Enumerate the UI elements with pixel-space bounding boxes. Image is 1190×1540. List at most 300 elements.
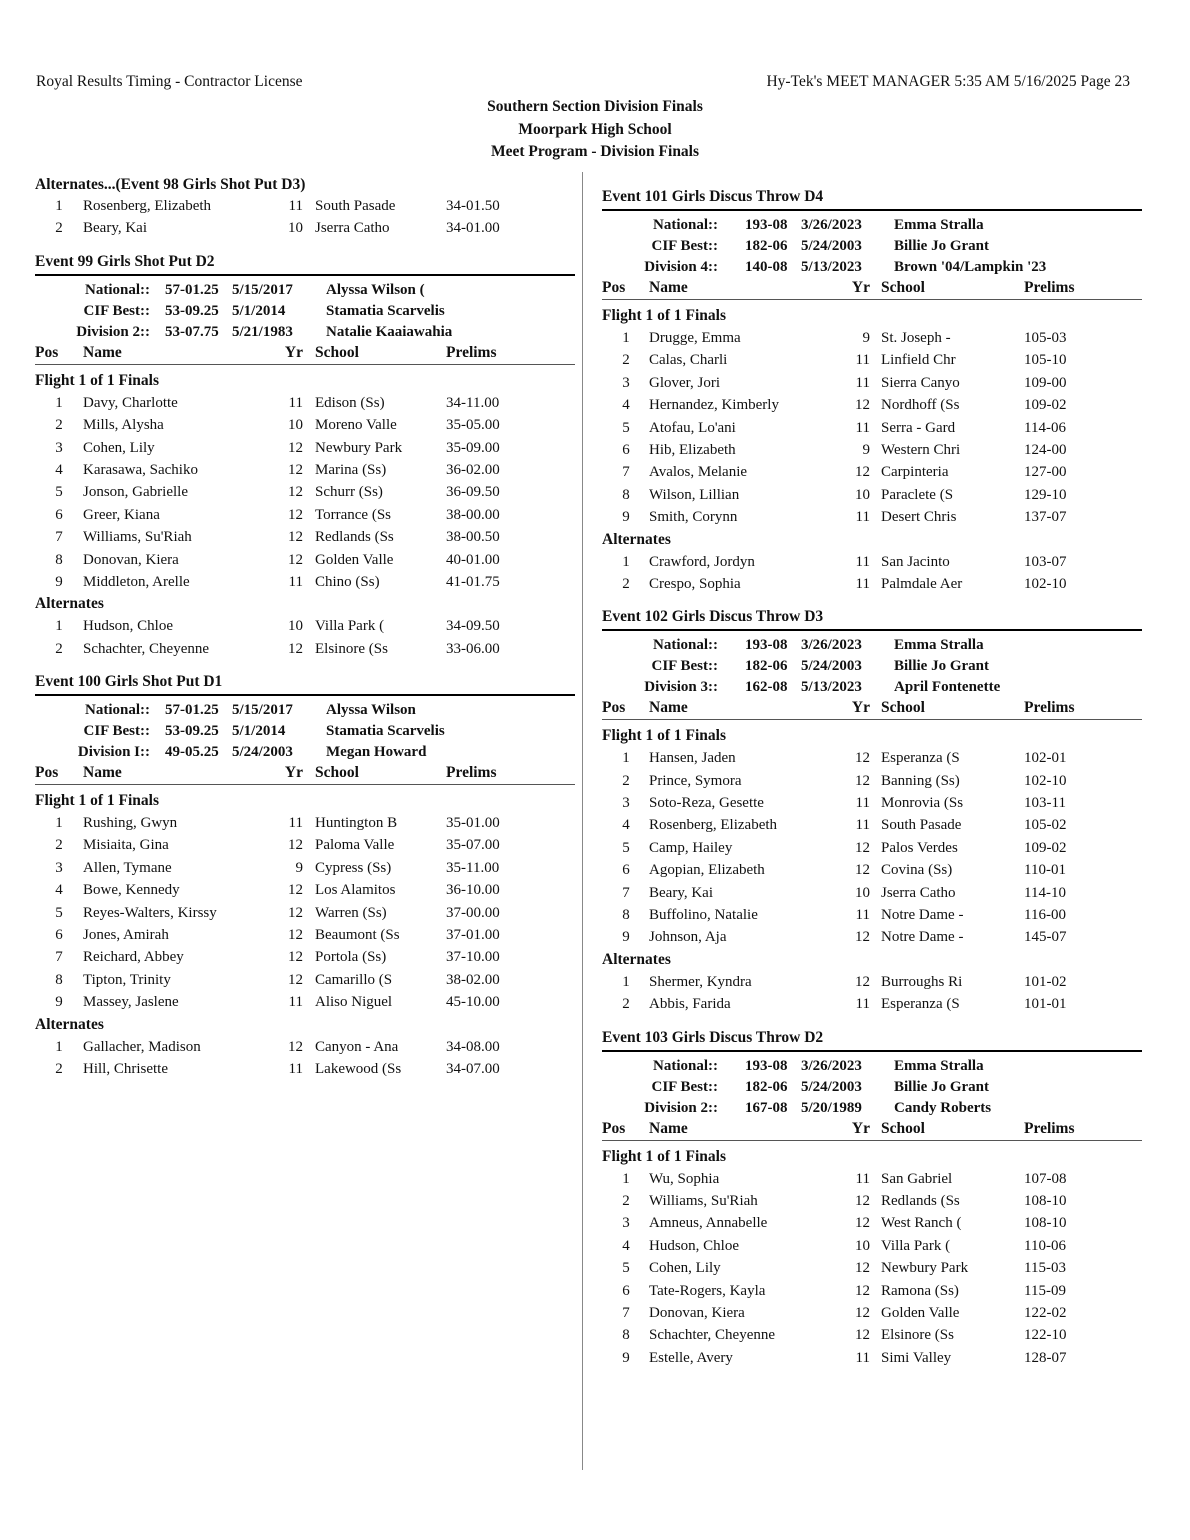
grade-year: 11	[288, 394, 303, 411]
athlete-name: Schachter, Cheyenne	[83, 640, 210, 657]
athlete-name: Reichard, Abbey	[83, 949, 184, 966]
alternates-label: Alternates	[602, 530, 671, 548]
athlete-name: Jonson, Gabrielle	[83, 484, 188, 501]
prelim-mark: 34-01.50	[446, 198, 500, 214]
place: 1	[622, 1170, 630, 1187]
column-headers	[35, 343, 575, 363]
prelim-mark: 109-00	[1024, 374, 1067, 391]
athlete-name: Massey, Jaslene	[83, 994, 179, 1011]
prelim-mark: 37-01.00	[446, 927, 500, 944]
grade-year: 12	[288, 904, 303, 921]
alternates-label: Alternates	[602, 950, 671, 968]
prelim-mark: 45-10.00	[446, 994, 500, 1011]
record-date: 5/21/1983	[232, 323, 293, 340]
school-name: West Ranch (	[881, 1215, 962, 1232]
school-name: Schurr (Ss)	[315, 484, 383, 501]
school-name: Jserra Catho	[315, 220, 390, 237]
grade-year: 12	[288, 484, 303, 501]
grade-year: 11	[855, 1349, 870, 1366]
result-row	[35, 946, 575, 968]
place: 2	[55, 640, 63, 657]
place: 2	[622, 575, 630, 592]
school-name: Chino (Ss)	[315, 573, 380, 590]
prelim-mark: 35-09.00	[446, 439, 500, 456]
school-name: Villa Park (	[315, 618, 385, 635]
result-row	[602, 349, 1142, 371]
place: 4	[55, 461, 63, 478]
record-holder: Emma Stralla	[894, 217, 984, 233]
athlete-name: Shermer, Kyndra	[649, 973, 752, 990]
result-row	[35, 991, 575, 1013]
record-holder: Alyssa Wilson	[326, 702, 416, 719]
school-name: Covina (Ss)	[881, 862, 953, 879]
column-headers	[35, 763, 575, 783]
record-date: 5/24/2003	[801, 1078, 862, 1095]
athlete-name: Williams, Su'Riah	[83, 529, 192, 546]
grade-year: 10	[288, 618, 303, 635]
record-mark: 167-08	[745, 1099, 788, 1116]
prelim-mark: 38-00.50	[446, 529, 500, 546]
flight-label: Flight 1 of 1 Finals	[35, 792, 160, 810]
record-mark: 53-09.25	[165, 723, 219, 740]
place: 6	[55, 927, 63, 944]
result-row	[602, 904, 1142, 926]
grade-year: 12	[855, 397, 870, 414]
school-name: St. Joseph -	[881, 330, 951, 346]
grade-year: 10	[855, 486, 870, 503]
athlete-name: Reyes-Walters, Kirssy	[83, 904, 217, 921]
prelim-mark: 122-02	[1024, 1304, 1067, 1321]
result-row	[35, 481, 575, 503]
result-row	[602, 837, 1142, 859]
school-name: San Jacinto	[881, 553, 950, 570]
place: 9	[622, 929, 630, 946]
place: 6	[622, 862, 630, 879]
spacer	[35, 1080, 575, 1092]
place: 1	[55, 394, 63, 411]
result-row	[35, 1058, 575, 1080]
prelim-mark: 41-01.75	[446, 573, 500, 590]
prelim-mark: 129-10	[1024, 486, 1067, 503]
place: 5	[622, 1260, 630, 1277]
grade-year: 11	[855, 817, 870, 834]
athlete-name: Donovan, Kiera	[649, 1304, 745, 1321]
place: 6	[622, 441, 630, 458]
grade-year: 12	[288, 640, 303, 657]
athlete-name: Buffolino, Natalie	[649, 907, 758, 924]
school-name: Esperanza (S	[881, 996, 960, 1013]
school-name: Golden Valle	[315, 551, 394, 568]
grade-year: 12	[288, 949, 303, 966]
result-row	[602, 1212, 1142, 1234]
place: 4	[622, 817, 630, 834]
record-holder: Billie Jo Grant	[894, 1078, 989, 1095]
athlete-name: Greer, Kiana	[83, 506, 160, 523]
athlete-name: Misiaita, Gina	[83, 837, 169, 854]
event-title: Event 101 Girls Discus Throw D4	[602, 188, 824, 205]
athlete-name: Hudson, Chloe	[649, 1237, 739, 1254]
prelim-mark: 108-10	[1024, 1215, 1067, 1232]
school-name: Villa Park (	[881, 1237, 951, 1254]
athlete-name: Johnson, Aja	[649, 929, 727, 946]
result-row	[35, 812, 575, 834]
grade-year: 12	[855, 1282, 870, 1299]
result-row	[35, 414, 575, 436]
record-mark: 182-06	[745, 658, 788, 675]
event-rule	[602, 209, 1142, 211]
school-name: Canyon - Ana	[315, 1038, 399, 1055]
prelim-mark: 36-02.00	[446, 461, 500, 478]
place: 5	[622, 839, 630, 856]
spacer	[602, 1369, 1142, 1381]
place: 2	[55, 1060, 63, 1077]
result-row	[35, 459, 575, 481]
grade-year: 12	[288, 551, 303, 568]
pos-header: Pos	[35, 343, 59, 361]
flight-label: Flight 1 of 1 Finals	[602, 1147, 727, 1165]
prelim-mark: 145-07	[1024, 929, 1067, 946]
place: 8	[622, 907, 630, 924]
prelims-header: Prelims	[1024, 699, 1075, 717]
school-name: Linfield Chr	[881, 352, 956, 369]
place: 1	[622, 973, 630, 990]
record-holder: Stamatia Scarvelis	[326, 723, 445, 740]
record-row	[35, 280, 575, 301]
prelim-mark: 109-02	[1024, 839, 1067, 856]
grade-year: 9	[862, 441, 870, 458]
prelim-mark: 109-02	[1024, 397, 1067, 414]
spacer	[35, 240, 575, 252]
prelims-header: Prelims	[446, 343, 497, 361]
record-date: 3/26/2023	[801, 1057, 862, 1074]
athlete-name: Davy, Charlotte	[83, 394, 178, 411]
grade-year: 10	[288, 417, 303, 434]
record-mark: 193-08	[745, 637, 788, 654]
yr-header: Yr	[851, 279, 870, 296]
record-date: 5/1/2014	[232, 723, 286, 740]
record-mark: 57-01.25	[165, 281, 219, 298]
record-date: 5/13/2023	[801, 679, 862, 696]
event-title: Event 100 Girls Shot Put D1	[35, 673, 223, 691]
record-holder: Emma Stralla	[894, 637, 984, 654]
event-title: Event 102 Girls Discus Throw D3	[602, 608, 824, 626]
place: 4	[55, 882, 63, 899]
yr-header: Yr	[284, 343, 303, 361]
prelim-mark: 102-10	[1024, 575, 1067, 592]
yr-header: Yr	[851, 1119, 870, 1137]
record-row	[602, 257, 1142, 278]
result-row	[602, 1190, 1142, 1212]
place: 1	[55, 815, 63, 832]
result-row	[35, 217, 575, 239]
place: 7	[55, 949, 63, 966]
grade-year: 12	[855, 750, 870, 767]
record-date: 5/15/2017	[232, 702, 293, 719]
school-name: Simi Valley	[881, 1349, 952, 1366]
result-row	[602, 417, 1142, 439]
athlete-name: Beary, Kai	[649, 884, 713, 901]
meet-title: Southern Section Division Finals	[487, 98, 703, 115]
athlete-name: Wilson, Lillian	[649, 486, 740, 503]
grade-year: 11	[855, 553, 870, 570]
record-date: 3/26/2023	[801, 217, 862, 233]
grade-year: 11	[855, 575, 870, 592]
place: 9	[55, 994, 63, 1011]
athlete-name: Middleton, Arelle	[83, 573, 190, 590]
school-name: Jserra Catho	[881, 884, 956, 901]
grade-year: 12	[855, 839, 870, 856]
event-rule	[35, 694, 575, 696]
header-rule	[35, 784, 575, 785]
header-rule	[602, 1140, 1142, 1141]
pos-header: Pos	[602, 1119, 626, 1137]
result-row	[35, 969, 575, 991]
school-name: Moreno Valle	[315, 417, 397, 434]
school-name: South Pasade	[315, 198, 396, 214]
record-holder: Alyssa Wilson (	[326, 281, 425, 298]
pos-header: Pos	[35, 764, 59, 782]
prelim-mark: 116-00	[1024, 907, 1066, 924]
license-text: Royal Results Timing - Contractor License	[36, 73, 303, 90]
record-label: Division 2::	[644, 1099, 718, 1116]
place: 2	[622, 996, 630, 1013]
athlete-name: Camp, Hailey	[649, 839, 733, 856]
result-row	[35, 879, 575, 901]
school-name: Beaumont (Ss	[315, 927, 400, 944]
grade-year: 11	[288, 573, 303, 590]
athlete-name: Glover, Jori	[649, 374, 721, 391]
school-header: School	[881, 279, 925, 296]
grade-year: 11	[855, 352, 870, 369]
result-row	[35, 638, 575, 660]
school-header: School	[315, 764, 359, 782]
column-headers	[602, 698, 1142, 718]
grade-year: 12	[288, 837, 303, 854]
record-row	[602, 635, 1142, 656]
athlete-name: Avalos, Melanie	[649, 464, 748, 481]
grade-year: 11	[288, 994, 303, 1011]
place: 8	[622, 1327, 630, 1344]
athlete-name: Drugge, Emma	[649, 330, 741, 346]
school-name: Paraclete (S	[881, 486, 954, 503]
place: 1	[55, 1038, 63, 1055]
school-name: Redlands (Ss	[881, 1192, 960, 1209]
school-name: Elsinore (Ss	[315, 640, 388, 657]
school-name: South Pasade	[881, 817, 962, 834]
result-row	[602, 770, 1142, 792]
prelim-mark: 36-09.50	[446, 484, 500, 501]
school-name: Serra - Gard	[881, 419, 956, 436]
column-divider	[582, 172, 583, 1470]
result-row	[602, 1235, 1142, 1257]
grade-year: 12	[855, 1327, 870, 1344]
athlete-name: Abbis, Farida	[649, 996, 731, 1013]
record-row	[602, 656, 1142, 677]
result-row	[602, 792, 1142, 814]
result-row	[35, 902, 575, 924]
school-name: Portola (Ss)	[315, 949, 387, 966]
record-date: 5/24/2003	[801, 658, 862, 675]
prelim-mark: 35-01.00	[446, 815, 500, 832]
grade-year: 10	[288, 220, 303, 237]
place: 3	[622, 374, 630, 391]
name-header: Name	[649, 1119, 688, 1137]
result-row	[602, 814, 1142, 836]
athlete-name: Karasawa, Sachiko	[83, 461, 198, 478]
record-row	[35, 322, 575, 343]
prelim-mark: 110-06	[1024, 1237, 1066, 1254]
result-row	[602, 1257, 1142, 1279]
prelim-mark: 35-07.00	[446, 837, 500, 854]
school-name: Newbury Park	[881, 1260, 969, 1277]
record-date: 5/24/2003	[232, 744, 293, 761]
place: 4	[622, 397, 630, 414]
prelim-mark: 128-07	[1024, 1349, 1067, 1366]
athlete-name: Hib, Elizabeth	[649, 441, 736, 458]
grade-year: 9	[295, 859, 303, 876]
grade-year: 12	[855, 929, 870, 946]
athlete-name: Rushing, Gwyn	[83, 815, 178, 832]
grade-year: 12	[288, 506, 303, 523]
place: 5	[55, 484, 63, 501]
place: 2	[622, 1192, 630, 1209]
place: 3	[622, 795, 630, 812]
result-row	[602, 484, 1142, 506]
result-row	[35, 392, 575, 414]
school-name: Esperanza (S	[881, 750, 960, 767]
result-row	[602, 439, 1142, 461]
school-name: Cypress (Ss)	[315, 859, 392, 876]
name-header: Name	[649, 279, 688, 296]
school-name: Carpinteria	[881, 464, 949, 481]
place: 3	[55, 859, 63, 876]
page-titles	[0, 96, 1190, 164]
record-holder: Megan Howard	[326, 744, 427, 761]
record-holder: Stamatia Scarvelis	[326, 302, 445, 319]
school-name: Sierra Canyo	[881, 374, 960, 391]
record-label: National::	[653, 637, 718, 654]
prelim-mark: 105-10	[1024, 352, 1067, 369]
result-row	[602, 859, 1142, 881]
result-row	[602, 372, 1142, 394]
grade-year: 9	[862, 330, 870, 346]
school-name: Notre Dame -	[881, 907, 964, 924]
prelim-mark: 38-02.00	[446, 971, 500, 988]
prelim-mark: 35-05.00	[446, 417, 500, 434]
prelim-mark: 102-01	[1024, 750, 1067, 767]
place: 8	[55, 971, 63, 988]
athlete-name: Crespo, Sophia	[649, 575, 741, 592]
result-row	[602, 1168, 1142, 1190]
school-name: Lakewood (Ss	[315, 1060, 402, 1077]
yr-header: Yr	[284, 764, 303, 782]
place: 9	[622, 1349, 630, 1366]
grade-year: 12	[288, 439, 303, 456]
school-name: Warren (Ss)	[315, 904, 387, 921]
record-row	[602, 236, 1142, 257]
grade-year: 11	[288, 815, 303, 832]
prelim-mark: 34-07.00	[446, 1060, 500, 1077]
record-holder: Brown '04/Lampkin '23	[894, 259, 1047, 275]
record-row	[35, 742, 575, 763]
program-title: Meet Program - Division Finals	[490, 143, 700, 160]
name-header: Name	[649, 699, 688, 717]
grade-year: 11	[288, 198, 303, 214]
athlete-name: Allen, Tymane	[83, 859, 172, 876]
school-name: Marina (Ss)	[315, 461, 387, 478]
flight-label: Flight 1 of 1 Finals	[35, 371, 160, 389]
result-row	[602, 1302, 1142, 1324]
grade-year: 12	[855, 1215, 870, 1232]
prelim-mark: 33-06.00	[446, 640, 500, 657]
record-holder: Emma Stralla	[894, 1057, 984, 1074]
result-row	[602, 971, 1142, 993]
record-holder: Billie Jo Grant	[894, 658, 989, 675]
record-date: 5/13/2023	[801, 259, 862, 275]
prelim-mark: 114-06	[1024, 419, 1066, 436]
record-mark: 57-01.25	[165, 702, 219, 719]
record-mark: 53-09.25	[165, 302, 219, 319]
place: 7	[622, 884, 630, 901]
record-label: CIF Best::	[83, 302, 150, 319]
prelim-mark: 34-11.00	[446, 394, 500, 411]
record-holder: Natalie Kaaiawahia	[326, 323, 453, 340]
event-block-ev99	[35, 252, 575, 672]
alternates-event-98	[35, 175, 575, 252]
meet-manager-stamp: Hy-Tek's MEET MANAGER 5:35 AM 5/16/2025 Page 23	[766, 73, 1130, 90]
record-label: Division 3::	[644, 679, 718, 696]
school-name: Palmdale Aer	[881, 575, 963, 592]
grade-year: 12	[855, 973, 870, 990]
place: 2	[622, 352, 630, 369]
event-block-ev102	[602, 607, 1142, 1027]
record-mark: 49-05.25	[165, 744, 219, 761]
result-row	[35, 834, 575, 856]
record-label: National::	[653, 1057, 718, 1074]
record-row	[602, 677, 1142, 698]
record-label: CIF Best::	[651, 238, 718, 254]
column-headers	[602, 278, 1142, 298]
alternates-label: Alternates	[35, 595, 104, 613]
grade-year: 12	[855, 464, 870, 481]
prelim-mark: 105-02	[1024, 817, 1067, 834]
athlete-name: Smith, Corynn	[649, 509, 738, 526]
record-date: 5/15/2017	[232, 281, 293, 298]
alternates-label: Alternates	[35, 1015, 104, 1033]
name-header: Name	[83, 343, 122, 361]
event-rule	[602, 1050, 1142, 1052]
school-name: Golden Valle	[881, 1304, 960, 1321]
school-name: Monrovia (Ss	[881, 795, 964, 812]
place: 6	[55, 506, 63, 523]
athlete-name: Prince, Symora	[649, 772, 742, 789]
prelim-mark: 103-11	[1024, 795, 1066, 812]
athlete-name: Donovan, Kiera	[83, 551, 179, 568]
athlete-name: Soto-Reza, Gesette	[649, 795, 764, 812]
result-row	[35, 924, 575, 946]
result-row	[35, 571, 575, 593]
prelims-header: Prelims	[1024, 1119, 1075, 1137]
grade-year: 12	[855, 1260, 870, 1277]
pos-header: Pos	[602, 699, 626, 717]
school-name: Notre Dame -	[881, 929, 964, 946]
grade-year: 12	[288, 882, 303, 899]
athlete-name: Hernandez, Kimberly	[649, 397, 779, 414]
result-row	[35, 615, 575, 637]
grade-year: 11	[855, 509, 870, 526]
result-row	[602, 882, 1142, 904]
grade-year: 10	[855, 884, 870, 901]
